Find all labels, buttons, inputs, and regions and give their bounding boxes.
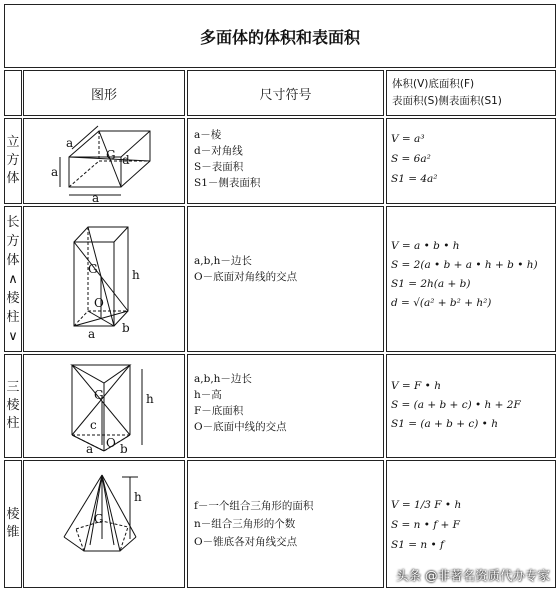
formulas-triangular-prism (386, 354, 556, 458)
row-label-char: 立 (6, 135, 20, 150)
pyramid-diagram (24, 461, 184, 587)
triangular-prism-diagram (24, 355, 184, 457)
pyramid-label-g: G (94, 512, 104, 526)
dim-line: n－组合三角形的个数 (194, 518, 296, 530)
formula-line: S = 6a² (391, 153, 431, 165)
cuboid-label-h: h (132, 268, 140, 282)
cube-label-d: d (122, 153, 130, 167)
cube-diagram (24, 119, 184, 203)
row-label-char: 体 (6, 252, 20, 268)
prism-label-h: h (146, 392, 154, 406)
cuboid-label-g: G (88, 262, 98, 276)
formula-line: S1 = 4a² (391, 173, 438, 185)
formula-line: S = 2(a • b + a • h + b • h) (391, 259, 538, 271)
page-title: 多面体的体积和表面积 (4, 4, 556, 68)
dims-pyramid (187, 460, 384, 588)
pyramid-label-h: h (134, 490, 142, 504)
dims-cuboid (187, 206, 384, 352)
header-formulas (386, 70, 556, 116)
cuboid-label-o: O (94, 296, 104, 310)
cuboid-diagram (24, 207, 184, 351)
row-label-char: 柱 (6, 309, 20, 325)
row-label-char: ∧ (8, 271, 18, 287)
dim-line: S－表面积 (194, 161, 244, 173)
header-blank-cell (4, 70, 22, 116)
cuboid-label-b: b (122, 321, 130, 335)
formula-line: V = a • b • h (391, 240, 460, 252)
dim-line: F－底面积 (194, 405, 244, 417)
row-label-triangular-prism (4, 354, 22, 458)
row-label-char: 锥 (6, 525, 20, 540)
prism-label-c: c (90, 418, 97, 432)
formula-line: S = n • f + F (391, 519, 460, 531)
cube-label-a-bottom: a (92, 191, 100, 203)
formula-line: V = a³ (391, 133, 425, 145)
row-label-cube (4, 118, 22, 204)
figure-cube (23, 118, 185, 204)
dim-line: a,b,h－边长 (194, 255, 252, 267)
cuboid-label-a: a (88, 327, 96, 341)
header-figure: 图形 (23, 70, 185, 116)
dim-line: O－锥底各对角线交点 (194, 536, 298, 548)
formula-line: V = F • h (391, 380, 441, 392)
formula-line: S1 = 2h(a + b) (391, 278, 471, 290)
prism-label-a: a (86, 442, 94, 456)
row-label-cuboid (4, 206, 22, 352)
header-formula-line2: 表面积(S)侧表面积(S1) (392, 95, 502, 107)
cuboid-front-face (74, 242, 114, 326)
cube-label-a-top: a (66, 136, 74, 150)
row-label-char: 三 (6, 380, 20, 395)
row-label-char: 方 (6, 233, 20, 249)
formulas-cuboid (386, 206, 556, 352)
row-label-pyramid (4, 460, 22, 588)
dims-cube (187, 118, 384, 204)
row-label-char: 棱 (6, 290, 20, 306)
prism-top-face (72, 365, 130, 383)
dim-line: f－一个组合三角形的面积 (194, 500, 314, 512)
formulas-cube (386, 118, 556, 204)
row-label-char: 柱 (6, 416, 20, 431)
dim-line: S1－侧表面积 (194, 177, 261, 189)
figure-cuboid (23, 206, 185, 352)
formula-line: V = 1/3 F • h (391, 499, 462, 511)
row-label-char: 方 (6, 153, 20, 168)
dim-line: O－底面中线的交点 (194, 421, 287, 433)
dim-line: h－高 (194, 389, 222, 401)
dim-line: a－棱 (194, 129, 222, 141)
dims-triangular-prism (187, 354, 384, 458)
dim-line: O－底面对角线的交点 (194, 271, 298, 283)
prism-label-b: b (120, 442, 128, 456)
row-label-char: 长 (6, 214, 20, 230)
row-label-char: 棱 (6, 398, 20, 413)
header-formula-line1: 体积(V)底面积(F) (392, 78, 475, 90)
dim-line: a,b,h－边长 (194, 373, 252, 385)
cube-label-a-left: a (51, 165, 59, 179)
formula-line: d = √(a² + b² + h²) (391, 297, 492, 309)
formula-line: S1 = (a + b + c) • h (391, 418, 498, 430)
dim-line: d－对角线 (194, 145, 243, 157)
row-label-char: ∨ (8, 328, 18, 344)
formula-line: S = (a + b + c) • h + 2F (391, 399, 521, 411)
prism-label-g: G (94, 388, 104, 402)
row-label-char: 棱 (6, 507, 20, 522)
formula-line: S1 = n • f (391, 539, 444, 551)
row-label-char: 体 (6, 171, 20, 186)
figure-triangular-prism (23, 354, 185, 458)
cube-label-g: G (106, 148, 116, 162)
prism-label-o: O (106, 436, 116, 450)
header-dimensions: 尺寸符号 (187, 70, 384, 116)
figure-pyramid (23, 460, 185, 588)
watermark: 头条 @非著名资质代办专家 (396, 568, 550, 583)
